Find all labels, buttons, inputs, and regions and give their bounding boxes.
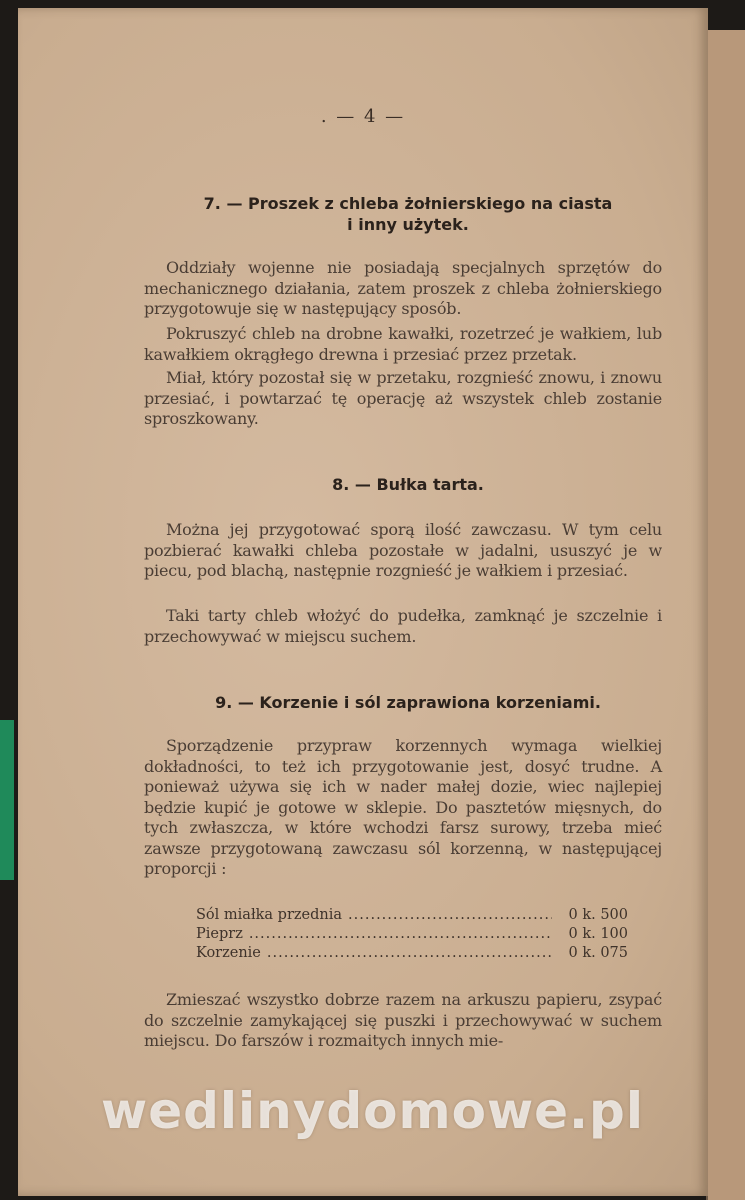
section-7-paragraph-2: Pokruszyć chleb na drobne kawałki, rozetrzeć je wałkiem, lub kawałkiem okrągłego drewna i przesiać przez przetak. [144, 324, 662, 364]
ingredient-amount: 0 k. 100 [568, 926, 628, 942]
leader-dots [267, 944, 552, 963]
book-page [18, 8, 708, 1196]
section-7-heading-line1: 7. — Proszek z chleba żołnierskiego na ciasta [203, 194, 613, 213]
section-8-heading: 8. — Bułka tarta. [332, 475, 484, 494]
ingredient-name: Sól miałka przednia [196, 907, 343, 923]
section-7-paragraph-1: Oddziały wojenne nie posiadają specjalnych sprzętów do mechanicznego działania, zatem proszek z chleba żołnierskiego przygotowuje się w następujący sposób. [144, 258, 662, 318]
page-number: . — 4 — [320, 106, 406, 127]
leader-dots [249, 925, 552, 944]
ingredient-name: Korzenie [196, 945, 261, 961]
ingredient-amount: 0 k. 500 [568, 907, 628, 923]
table-row [196, 906, 628, 925]
adjacent-page-edge [706, 30, 745, 1200]
table-row [196, 925, 628, 944]
ingredient-name: Pieprz [196, 926, 243, 942]
section-8-paragraph-1: Można jej przygotować sporą ilość zawczasu. W tym celu pozbierać kawałki chleba pozostałe w jadalni, ususzyć je w piecu, pod blachą, następnie rozgnieść je wałkiem i przesiać. [144, 520, 662, 580]
section-7-heading-line2: i inny użytek. [347, 215, 469, 234]
section-7-heading [148, 193, 668, 235]
watermark: wedlinydomowe.pl [101, 1082, 644, 1140]
section-9-paragraph-1: Sporządzenie przypraw korzennych wymaga wielkiej dokładności, to też ich przygotowanie jest, dosyć trudne. A ponieważ używa się ich w nader małej dozie, wiec najlepiej będzie kupić je gotowe w sklepie. Do pasztetów mięsnych, do tych zwłaszcza, w które wchodzi farsz surowy, trzeba mieć zawsze przygotowaną zawczasu sól korzenną, w następującej proporcji : [144, 736, 662, 878]
leader-dots [348, 906, 552, 925]
section-7-paragraph-3: Miał, który pozostał się w przetaku, rozgnieść znowu, i znowu przesiać, i powtarzać tę operację aż wszystek chleb zostanie sproszkowany. [144, 368, 662, 428]
section-9-heading: 9. — Korzenie i sól zaprawiona korzeniami. [215, 693, 601, 712]
table-row [196, 944, 628, 963]
book-edge-green [0, 720, 14, 880]
section-8-paragraph-2: Taki tarty chleb włożyć do pudełka, zamknąć je szczelnie i przechowywać w miejscu suchem. [144, 606, 662, 646]
section-9-paragraph-2: Zmieszać wszystko dobrze razem na arkuszu papieru, zsypać do szczelnie zamykającej się puszki i przechowywać w suchem miejscu. Do farszów i rozmaitych innych mie- [144, 990, 662, 1050]
spice-proportions-table [196, 906, 628, 963]
ingredient-amount: 0 k. 075 [568, 945, 628, 961]
